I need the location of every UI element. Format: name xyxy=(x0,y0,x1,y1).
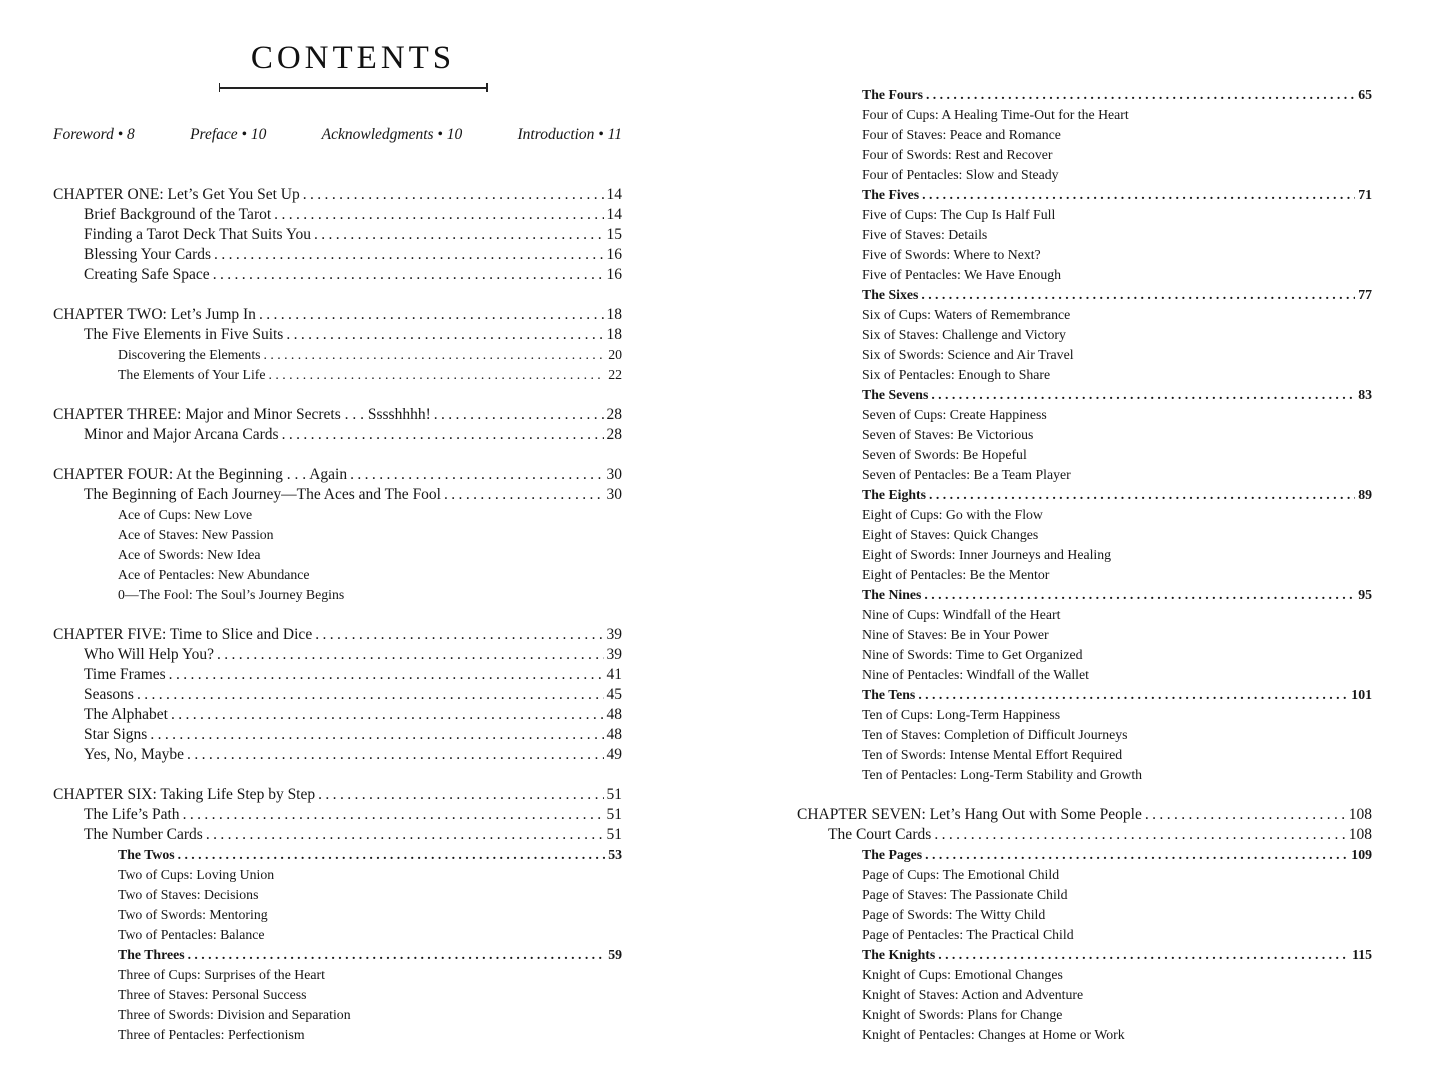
dot-leader xyxy=(318,785,603,805)
toc-entry-label: The Knights xyxy=(862,947,936,962)
toc-entry xyxy=(53,885,622,905)
dot-leader xyxy=(187,745,603,765)
toc-entry-page: 39 xyxy=(606,626,622,643)
dot-leader xyxy=(206,825,604,845)
toc-entry xyxy=(797,865,1372,885)
dot-leader xyxy=(350,465,603,485)
toc-entry-label: The Beginning of Each Journey—The Aces and The Fool xyxy=(84,486,441,503)
toc-entry-label: The Pages xyxy=(862,847,923,862)
toc-entry xyxy=(797,885,1372,905)
front-matter-item: Preface • 10 xyxy=(190,126,267,143)
toc-entry-label: Four of Swords: Rest and Recover xyxy=(862,147,1053,162)
toc-entry-label: Seven of Staves: Be Victorious xyxy=(862,427,1034,442)
toc-entry-label: Nine of Pentacles: Windfall of the Wallet xyxy=(862,667,1089,682)
toc-entry xyxy=(797,705,1372,725)
toc-entry xyxy=(53,405,622,425)
dot-leader xyxy=(929,485,1355,505)
toc-entry-label: Five of Cups: The Cup Is Half Full xyxy=(862,207,1056,222)
toc-entry-page: 30 xyxy=(606,486,622,503)
toc-entry-label: The Elements of Your Life xyxy=(118,367,266,382)
toc-entry xyxy=(53,485,622,505)
toc-entry-page: 108 xyxy=(1348,806,1372,823)
toc-entry xyxy=(797,405,1372,425)
toc-entry xyxy=(797,205,1372,225)
toc-entry-page: 20 xyxy=(608,347,622,362)
toc-entry xyxy=(53,1005,622,1025)
toc-entry-label: Eight of Pentacles: Be the Mentor xyxy=(862,567,1050,582)
toc-entry-label: The Court Cards xyxy=(828,826,932,843)
toc-entry xyxy=(797,925,1372,945)
dot-leader xyxy=(918,685,1348,705)
rule-line xyxy=(219,87,488,89)
dot-leader xyxy=(178,845,606,865)
toc-entry xyxy=(797,265,1372,285)
toc-entry-label: Ace of Cups: New Love xyxy=(118,507,253,522)
toc-entry-label: Nine of Swords: Time to Get Organized xyxy=(862,647,1083,662)
dot-leader xyxy=(922,185,1355,205)
toc-entry-page: 115 xyxy=(1352,947,1372,962)
toc-entry-label: Ten of Swords: Intense Mental Effort Required xyxy=(862,747,1123,762)
toc-entry xyxy=(797,465,1372,485)
toc-entry xyxy=(53,825,622,845)
toc-entry-label: Five of Swords: Where to Next? xyxy=(862,247,1041,262)
toc-entry-label: Six of Pentacles: Enough to Share xyxy=(862,367,1051,382)
toc-entry-label: Five of Staves: Details xyxy=(862,227,988,242)
dot-leader xyxy=(314,225,604,245)
toc-entry xyxy=(797,105,1372,125)
toc-entry-label: The Sevens xyxy=(862,387,929,402)
toc-entry-label: CHAPTER THREE: Major and Minor Secrets . . . Sssshhhh! xyxy=(53,406,431,423)
toc-entry-page: 18 xyxy=(606,326,622,343)
toc-entry xyxy=(53,965,622,985)
toc-entry xyxy=(53,185,622,205)
toc-entry-label: Two of Cups: Loving Union xyxy=(118,867,275,882)
toc-entry-page: 16 xyxy=(606,266,622,283)
toc-entry xyxy=(797,965,1372,985)
toc-entry-label: Star Signs xyxy=(84,726,148,743)
toc-entry-label: Creating Safe Space xyxy=(84,266,210,283)
toc-entry xyxy=(797,505,1372,525)
toc-entry xyxy=(797,485,1372,505)
toc-entry-label: Minor and Major Arcana Cards xyxy=(84,426,279,443)
toc-entry xyxy=(53,985,622,1005)
toc-entry-label: Time Frames xyxy=(84,666,166,683)
toc-entry xyxy=(53,545,622,565)
toc-entry-label: Knight of Cups: Emotional Changes xyxy=(862,967,1063,982)
toc-entry-page: 28 xyxy=(606,406,622,423)
toc-entry-page: 48 xyxy=(606,726,622,743)
toc-entry-page: 45 xyxy=(606,686,622,703)
toc-entry xyxy=(53,685,622,705)
toc-entry-label: CHAPTER TWO: Let’s Jump In xyxy=(53,306,256,323)
toc-entry-page: 89 xyxy=(1358,487,1372,502)
front-matter xyxy=(53,125,622,145)
toc-column-left xyxy=(53,185,622,1045)
toc-entry xyxy=(797,665,1372,685)
toc-entry xyxy=(797,585,1372,605)
toc-entry xyxy=(797,765,1372,785)
toc-entry-label: The Five Elements in Five Suits xyxy=(84,326,284,343)
toc-entry xyxy=(797,425,1372,445)
toc-entry-label: Page of Cups: The Emotional Child xyxy=(862,867,1060,882)
toc-entry-label: Ace of Staves: New Passion xyxy=(118,527,274,542)
toc-entry-page: 59 xyxy=(608,947,622,962)
dot-leader xyxy=(926,85,1355,105)
dot-leader xyxy=(925,845,1348,865)
toc-entry-label: Six of Swords: Science and Air Travel xyxy=(862,347,1074,362)
toc-entry-page: 51 xyxy=(606,786,622,803)
toc-entry xyxy=(53,625,622,645)
contents-header xyxy=(183,40,523,92)
dot-leader xyxy=(183,805,604,825)
front-matter-item: Introduction • 11 xyxy=(517,126,622,143)
toc-entry xyxy=(797,445,1372,465)
dot-leader xyxy=(931,385,1355,405)
toc-entry-label: CHAPTER ONE: Let’s Get You Set Up xyxy=(53,186,300,203)
toc-entry-label: Six of Cups: Waters of Remembrance xyxy=(862,307,1071,322)
dot-leader xyxy=(924,585,1355,605)
toc-entry xyxy=(797,1025,1372,1045)
dot-leader xyxy=(1145,805,1346,825)
toc-entry-label: The Sixes xyxy=(862,287,919,302)
toc-entry-label: The Alphabet xyxy=(84,706,168,723)
dot-leader xyxy=(188,945,606,965)
toc-entry-label: Brief Background of the Tarot xyxy=(84,206,272,223)
dot-leader xyxy=(264,345,606,365)
toc-entry xyxy=(797,525,1372,545)
toc-entry-label: Seven of Swords: Be Hopeful xyxy=(862,447,1027,462)
toc-entry-page: 109 xyxy=(1351,847,1372,862)
toc-entry-label: Nine of Staves: Be in Your Power xyxy=(862,627,1049,642)
toc-entry-label: Eight of Swords: Inner Journeys and Healing xyxy=(862,547,1112,562)
toc-entry xyxy=(797,1005,1372,1025)
toc-entry-label: CHAPTER SEVEN: Let’s Hang Out with Some People xyxy=(797,806,1142,823)
toc-entry xyxy=(797,945,1372,965)
toc-entry-label: Discovering the Elements xyxy=(118,347,261,362)
toc-entry-page: 18 xyxy=(606,306,622,323)
toc-entry-page: 101 xyxy=(1351,687,1372,702)
toc-entry-label: Three of Swords: Division and Separation xyxy=(118,1007,351,1022)
toc-entry-label: Page of Swords: The Witty Child xyxy=(862,907,1046,922)
toc-column-right xyxy=(797,85,1372,1045)
dot-leader xyxy=(214,245,603,265)
toc-entry xyxy=(797,165,1372,185)
toc-entry-label: The Life’s Path xyxy=(84,806,180,823)
toc-entry-label: 0—The Fool: The Soul’s Journey Begins xyxy=(118,587,345,602)
toc-entry xyxy=(53,585,622,605)
toc-entry-label: The Tens xyxy=(862,687,916,702)
toc-entry-label: Eight of Cups: Go with the Flow xyxy=(862,507,1043,522)
toc-entry xyxy=(53,325,622,345)
toc-entry-label: Three of Pentacles: Perfectionism xyxy=(118,1027,305,1042)
toc-entry xyxy=(797,325,1372,345)
toc-entry xyxy=(53,265,622,285)
toc-entry-label: CHAPTER SIX: Taking Life Step by Step xyxy=(53,786,316,803)
toc-entry-label: Blessing Your Cards xyxy=(84,246,212,263)
toc-entry-label: Seasons xyxy=(84,686,134,703)
toc-entry-page: 14 xyxy=(606,206,622,223)
toc-entry-page: 30 xyxy=(606,466,622,483)
toc-entry-label: Finding a Tarot Deck That Suits You xyxy=(84,226,311,243)
toc-entry-label: Two of Pentacles: Balance xyxy=(118,927,265,942)
toc-entry-label: Knight of Swords: Plans for Change xyxy=(862,1007,1063,1022)
toc-entry-page: 51 xyxy=(606,806,622,823)
toc-entry xyxy=(797,225,1372,245)
toc-entry-label: The Eights xyxy=(862,487,927,502)
toc-entry xyxy=(797,185,1372,205)
front-matter-item: Foreword • 8 xyxy=(53,126,135,143)
toc-entry-label: Yes, No, Maybe xyxy=(84,746,185,763)
toc-entry-label: Four of Staves: Peace and Romance xyxy=(862,127,1061,142)
toc-entry-label: Ace of Swords: New Idea xyxy=(118,547,261,562)
toc-entry xyxy=(53,365,622,385)
toc-entry xyxy=(797,985,1372,1005)
toc-entry xyxy=(53,845,622,865)
toc-entry-label: Nine of Cups: Windfall of the Heart xyxy=(862,607,1061,622)
dot-leader xyxy=(434,405,604,425)
toc-entry-label: Page of Staves: The Passionate Child xyxy=(862,887,1068,902)
page-title: CONTENTS xyxy=(250,40,456,76)
dot-leader xyxy=(286,325,603,345)
dot-leader xyxy=(259,305,604,325)
dot-leader xyxy=(171,705,604,725)
toc-entry xyxy=(797,745,1372,765)
toc-entry-label: The Twos xyxy=(118,847,175,862)
toc-entry-label: Page of Pentacles: The Practical Child xyxy=(862,927,1074,942)
toc-entry-page: 95 xyxy=(1358,587,1372,602)
toc-entry-label: Knight of Pentacles: Changes at Home or Work xyxy=(862,1027,1125,1042)
dot-leader xyxy=(269,365,606,385)
toc-entry-page: 83 xyxy=(1358,387,1372,402)
toc-entry-label: Knight of Staves: Action and Adventure xyxy=(862,987,1084,1002)
toc-entry-page: 53 xyxy=(608,847,622,862)
toc-entry xyxy=(797,145,1372,165)
toc-entry-page: 15 xyxy=(606,226,622,243)
toc-entry xyxy=(53,305,622,325)
toc-entry-label: The Fives xyxy=(862,187,920,202)
dot-leader xyxy=(938,945,1349,965)
toc-entry xyxy=(53,225,622,245)
front-matter-item: Acknowledgments • 10 xyxy=(321,126,463,143)
toc-entry-page: 49 xyxy=(606,746,622,763)
toc-entry-label: Five of Pentacles: We Have Enough xyxy=(862,267,1062,282)
dot-leader xyxy=(444,485,604,505)
toc-entry xyxy=(53,425,622,445)
toc-entry xyxy=(53,645,622,665)
dot-leader xyxy=(213,265,604,285)
toc-entry xyxy=(53,745,622,765)
toc-entry-label: CHAPTER FIVE: Time to Slice and Dice xyxy=(53,626,313,643)
dot-leader xyxy=(217,645,604,665)
toc-entry-page: 71 xyxy=(1358,187,1372,202)
dot-leader xyxy=(150,725,603,745)
dot-leader xyxy=(137,685,604,705)
toc-entry xyxy=(53,525,622,545)
toc-entry-page: 39 xyxy=(606,646,622,663)
toc-entry-label: The Threes xyxy=(118,947,185,962)
toc-entry xyxy=(53,665,622,685)
toc-entry-page: 77 xyxy=(1358,287,1372,302)
toc-entry-label: Eight of Staves: Quick Changes xyxy=(862,527,1039,542)
toc-entry xyxy=(797,845,1372,865)
toc-entry xyxy=(797,545,1372,565)
toc-entry-label: Seven of Cups: Create Happiness xyxy=(862,407,1047,422)
toc-entry xyxy=(797,345,1372,365)
toc-entry-page: 16 xyxy=(606,246,622,263)
toc-entry xyxy=(797,125,1372,145)
toc-entry-label: Three of Cups: Surprises of the Heart xyxy=(118,967,325,982)
dot-leader xyxy=(921,285,1355,305)
toc-entry xyxy=(797,605,1372,625)
toc-entry xyxy=(797,565,1372,585)
toc-entry xyxy=(53,565,622,585)
toc-entry xyxy=(53,725,622,745)
toc-entry xyxy=(797,905,1372,925)
toc-entry xyxy=(53,205,622,225)
toc-entry xyxy=(53,905,622,925)
toc-entry-label: Two of Swords: Mentoring xyxy=(118,907,268,922)
toc-entry-page: 41 xyxy=(606,666,622,683)
dot-leader xyxy=(274,205,603,225)
toc-entry xyxy=(797,625,1372,645)
toc-entry xyxy=(53,865,622,885)
toc-entry xyxy=(797,825,1372,845)
toc-entry-page: 22 xyxy=(608,367,622,382)
toc-entry xyxy=(797,305,1372,325)
toc-entry xyxy=(53,505,622,525)
toc-entry xyxy=(797,85,1372,105)
toc-entry-label: Who Will Help You? xyxy=(84,646,214,663)
toc-entry xyxy=(797,245,1372,265)
toc-entry xyxy=(53,785,622,805)
toc-entry-label: Ten of Pentacles: Long-Term Stability and Growth xyxy=(862,767,1143,782)
dot-leader xyxy=(169,665,604,685)
toc-entry xyxy=(797,725,1372,745)
toc-entry xyxy=(797,385,1372,405)
toc-entry xyxy=(53,465,622,485)
toc-entry xyxy=(797,645,1372,665)
toc-entry xyxy=(797,365,1372,385)
toc-entry-page: 108 xyxy=(1348,826,1372,843)
toc-entry xyxy=(797,805,1372,825)
toc-entry-label: Seven of Pentacles: Be a Team Player xyxy=(862,467,1071,482)
toc-entry xyxy=(53,705,622,725)
title-underline-rule xyxy=(219,82,488,92)
toc-entry xyxy=(53,925,622,945)
toc-entry-page: 48 xyxy=(606,706,622,723)
toc-entry-label: The Number Cards xyxy=(84,826,203,843)
toc-entry-label: Ten of Cups: Long-Term Happiness xyxy=(862,707,1061,722)
toc-entry-page: 65 xyxy=(1358,87,1372,102)
toc-entry-label: CHAPTER FOUR: At the Beginning . . . Again xyxy=(53,466,348,483)
toc-entry xyxy=(53,1025,622,1045)
dot-leader xyxy=(315,625,603,645)
toc-entry-label: The Nines xyxy=(862,587,922,602)
toc-entry xyxy=(797,685,1372,705)
toc-entry-page: 28 xyxy=(606,426,622,443)
toc-entry xyxy=(53,805,622,825)
toc-entry-label: Ace of Pentacles: New Abundance xyxy=(118,567,310,582)
toc-entry xyxy=(797,285,1372,305)
toc-entry-label: Two of Staves: Decisions xyxy=(118,887,259,902)
toc-entry-label: The Fours xyxy=(862,87,923,102)
toc-entry-page: 51 xyxy=(606,826,622,843)
toc-entry-label: Ten of Staves: Completion of Difficult Journeys xyxy=(862,727,1128,742)
toc-entry-label: Six of Staves: Challenge and Victory xyxy=(862,327,1066,342)
dot-leader xyxy=(934,825,1345,845)
toc-entry xyxy=(53,345,622,365)
toc-entry-page: 14 xyxy=(606,186,622,203)
toc-entry xyxy=(53,945,622,965)
toc-entry-label: Four of Pentacles: Slow and Steady xyxy=(862,167,1059,182)
toc-entry xyxy=(53,245,622,265)
toc-entry-label: Four of Cups: A Healing Time-Out for the Heart xyxy=(862,107,1129,122)
toc-entry-label: Three of Staves: Personal Success xyxy=(118,987,307,1002)
dot-leader xyxy=(303,185,604,205)
dot-leader xyxy=(282,425,604,445)
